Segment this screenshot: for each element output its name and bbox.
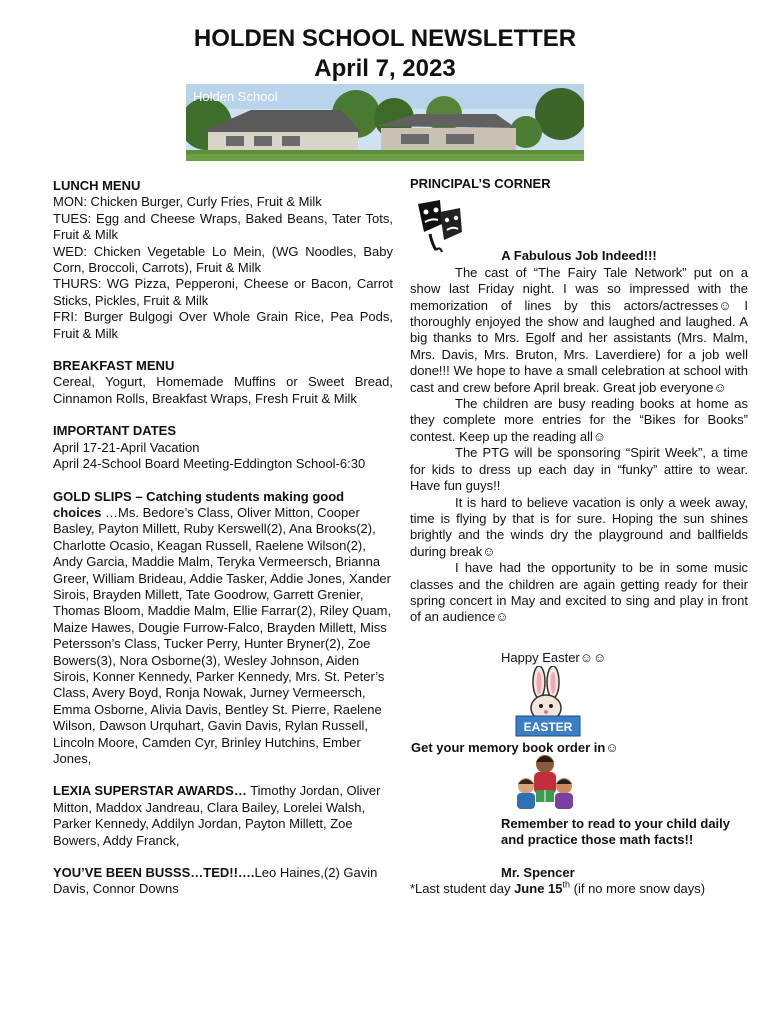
lunch-item: TUES: Egg and Cheese Wraps, Baked Beans, Tater Tots, Fruit & Milk — [53, 210, 393, 243]
newsletter-date: April 7, 2023 — [314, 55, 456, 82]
easter-bunny-icon — [515, 666, 581, 738]
important-dates-section — [53, 423, 393, 472]
lexia-names: Timothy Jordan, Oliver Mitton, Maddox Jandreau, Clara Bailey, Lorelei Walsh, Parker Kennedy, Addilyn Jordan, Payton Millett, Zoe Bowers, Addy Franck, — [53, 783, 381, 848]
reminder-line-2: and practice those math facts!! — [501, 832, 694, 847]
kids-reading-icon — [514, 752, 576, 812]
principal-subheading: A Fabulous Job Indeed!!! — [501, 248, 657, 264]
school-photo — [186, 84, 584, 161]
banner-caption: Holden School — [193, 89, 278, 104]
last-day-note — [410, 881, 705, 897]
gold-slips-section — [53, 489, 393, 768]
principal-paragraph: The PTG will be sponsoring “Spirit Week”, a time for kids to dress up each day in “funky” attire to wear. Have fun guys!! — [410, 445, 748, 494]
lunch-item: WED: Chicken Vegetable Lo Mein, (WG Noodles, Baby Corn, Broccoli, Carrots), Fruit & Milk — [53, 243, 393, 276]
lunch-item: MON: Chicken Burger, Curly Fries, Fruit & Milk — [53, 194, 322, 210]
breakfast-menu-heading: BREAKFAST MENU — [53, 358, 175, 374]
lunch-menu-section — [53, 178, 393, 342]
gold-slips-heading: GOLD SLIPS – Catching students making good choices — [53, 488, 345, 520]
reminder-line-1: Remember to read to your child daily — [501, 816, 730, 831]
happy-easter-text: Happy Easter☺☺ — [501, 650, 607, 665]
last-day-date: June 15 — [514, 881, 563, 896]
breakfast-menu-section — [53, 358, 393, 407]
principal-paragraph: It is hard to believe vacation is only a week away, time is flying by that is for sure. Hoping the sun shines brightly and the winds dry the playground and ballfields during break☺ — [410, 494, 748, 559]
bussed-section — [53, 865, 393, 898]
gold-slips-names: …Ms. Bedore’s Class, Oliver Mitton, Cooper Basley, Payton Millett, Ruby Kerswell(2), Ana Brooks(2), Charlotte Ocasio, Keagan Russell, Raelene Wilson(2), Andy Garcia, Maddie Malm, Teryka Vermeersch, Brianna Greer, William Brideau, Addie Tasker, Addie Jones, Xander Sirois, Brayden Millett, Tate Goodrow, Garrett Grenier, Thomas Bloom, Maddie Malm, Ellie Farrar(2), Riley Quam, Maize Hawes, Dougie Furrow-Falco, Brayden Millett, Miss Petersson’s Class, Tucker Perry, Hunter Bryner(2), Zoe Bowers(3), Nora Osborne(3), Wesley Johnson, Aiden Sirois, Konner Kennedy, Parker Kennedy, Mrs. St. Peter’s Class, Avery Boyd, Ronja Nowak, Jurney Vermeersch, Emma Osborne, Alivia Davis, Bentley St. Pierre, Raelene Wilson, Dawson Urquhart, Gavin Davis, Rylan Russell, Lincoln Moore, Camden Cyr, Brinley Hutchins, Ember Jones, — [53, 504, 392, 766]
lexia-section — [53, 783, 393, 849]
lunch-menu-heading: LUNCH MENU — [53, 178, 141, 193]
newsletter-title: HOLDEN SCHOOL NEWSLETTER — [193, 25, 577, 52]
principal-paragraph: I have had the opportunity to be in some music classes and the children are again getting ready for their spring concert in May and excited to sing and play in front of an audience☺ — [410, 560, 748, 625]
principals-corner — [410, 176, 748, 626]
last-day-prefix: *Last student day — [410, 881, 515, 896]
lunch-item: FRI: Burger Bulgogi Over Whole Grain Rice, Pea Pods, Fruit & Milk — [53, 309, 393, 341]
principal-paragraph: The cast of “The Fairy Tale Network” put on a show last Friday night. I was so impressed with the memorization of lines by this actors/actresses☺ I thoroughly enjoyed the show and laughed and laughed. A big thanks to Mrs. Egolf and her assistants (Mrs. Malm, Mrs. Davis, Mrs. Bruton, Mrs. Laverdiere) for a job well done!!! We hope to have a small celebration at school with cast and crew before April break. Great job everyone☺ — [410, 264, 748, 395]
date-item: April 17-21-April Vacation — [53, 439, 200, 455]
principals-corner-heading: PRINCIPAL’S CORNER — [410, 176, 551, 191]
easter-sign-text: EASTER — [523, 720, 573, 734]
last-day-condition: (if no more snow days) — [570, 881, 706, 896]
bussed-names: Leo Haines,(2) Gavin Davis, Connor Downs — [53, 865, 378, 897]
bussed-heading: YOU’VE BEEN BUSSS…TED!!…. — [53, 865, 255, 881]
principal-signature: Mr. Spencer — [501, 865, 575, 880]
date-item: April 24-School Board Meeting-Eddington School-6:30 — [53, 456, 366, 472]
last-day-suffix: th — [562, 879, 571, 890]
principal-paragraph: The children are busy reading books at home as they complete more entries for the “Bikes for Books” contest. Keep up the reading all☺ — [410, 396, 748, 444]
lunch-item: THURS: WG Pizza, Pepperoni, Cheese or Bacon, Carrot Sticks, Pickles, Fruit & Milk — [53, 276, 393, 308]
important-dates-heading: IMPORTANT DATES — [53, 423, 177, 439]
breakfast-text: Cereal, Yogurt, Homemade Muffins or Sweet Bread, Cinnamon Rolls, Breakfast Wraps, Fresh Fruit & Milk — [53, 374, 393, 406]
memory-book-text: Get your memory book order in☺ — [411, 740, 619, 755]
lexia-heading: LEXIA SUPERSTAR AWARDS… — [53, 783, 247, 799]
